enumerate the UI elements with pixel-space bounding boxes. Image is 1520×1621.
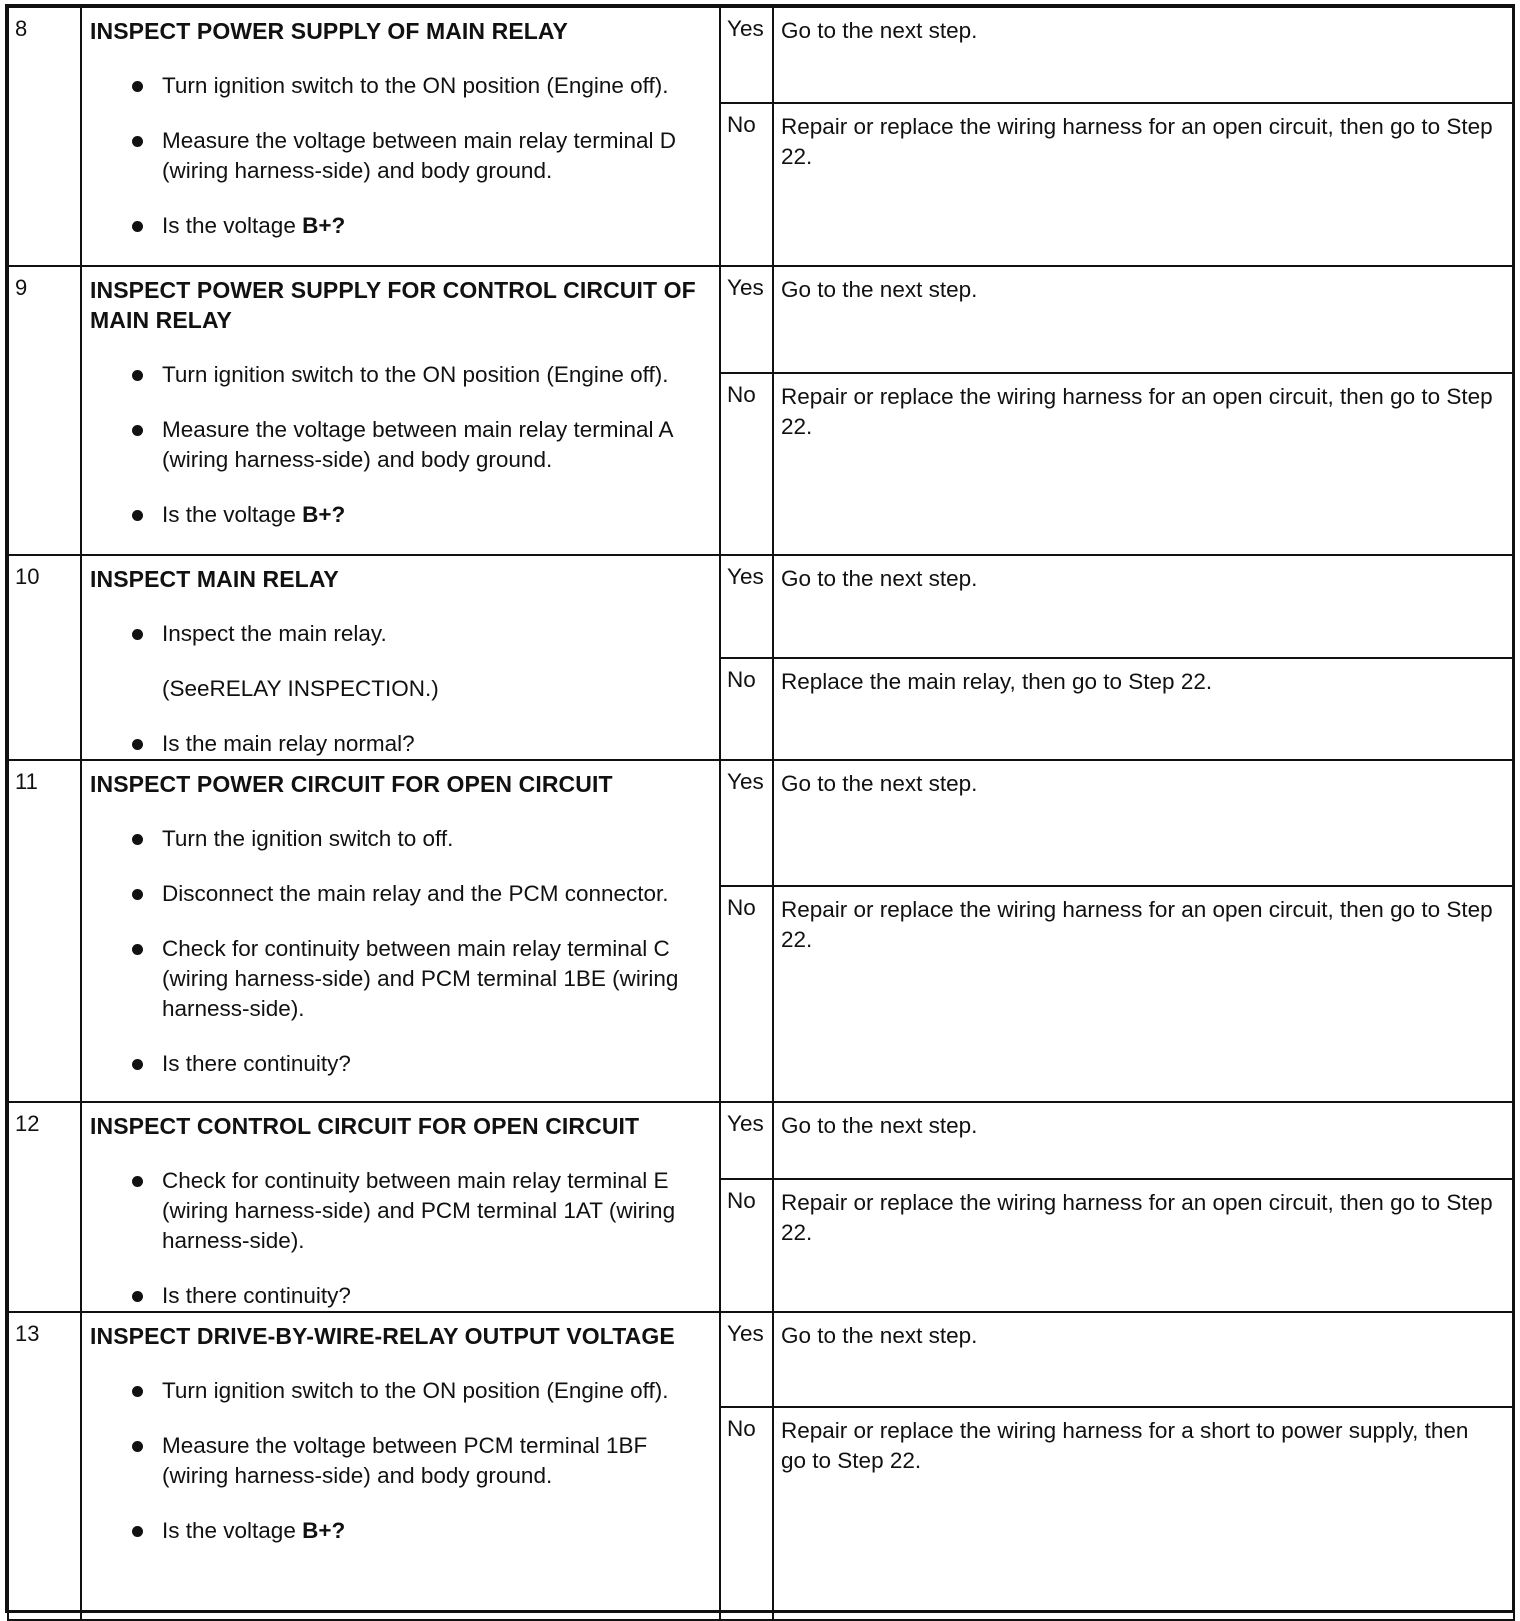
step-description [81,266,720,555]
table-row [8,7,1514,103]
step-description [81,1102,720,1312]
action-text: (SeeRELAY INSPECTION.) [162,676,439,701]
no-label: No [720,886,773,1102]
action-item [82,1431,719,1491]
action-text: Is there continuity? [162,1283,351,1308]
action-text: Turn ignition switch to the ON position (Engine off). [162,362,669,387]
action-item [82,729,719,759]
no-label: No [720,373,773,555]
action-text: Is the voltage [162,213,303,238]
step-number: 10 [8,555,81,760]
action-text: Check for continuity between main relay terminal C (wiring harness-side) and PCM terminal 1BE (wiring harness-side). [162,936,679,1021]
action-text: Measure the voltage between main relay terminal A (wiring harness-side) and body ground. [162,417,673,472]
action-text: Is the voltage [162,502,303,527]
action-text: Is the main relay normal? [162,731,415,756]
action-text: Is there continuity? [162,1051,351,1076]
yes-action: Go to the next step. [773,7,1514,103]
step-number: 11 [8,760,81,1102]
yes-action: Go to the next step. [773,1312,1514,1407]
yes-label: Yes [720,1312,773,1407]
action-text: Measure the voltage between PCM terminal 1BF (wiring harness-side) and body ground. [162,1433,648,1488]
action-text: Turn ignition switch to the ON position (Engine off). [162,73,669,98]
no-action: Repair or replace the wiring harness for an open circuit, then go to Step 22. [773,1179,1514,1312]
action-text: Disconnect the main relay and the PCM connector. [162,881,669,906]
step-number: 9 [8,266,81,555]
action-list [82,1166,719,1311]
step-title: INSPECT POWER SUPPLY FOR CONTROL CIRCUIT OF MAIN RELAY [90,277,696,333]
action-item [82,1376,719,1406]
action-list [82,824,719,1079]
step-title: INSPECT DRIVE-BY-WIRE-RELAY OUTPUT VOLTAGE [90,1323,675,1349]
yes-label: Yes [720,266,773,373]
yes-label: Yes [720,555,773,658]
action-item [82,1166,719,1256]
action-item [82,500,719,530]
table-row [8,266,1514,373]
action-item [82,126,719,186]
yes-label: Yes [720,1102,773,1179]
yes-action: Go to the next step. [773,1102,1514,1179]
table-row [8,1312,1514,1407]
action-list [82,1376,719,1546]
yes-label: Yes [720,760,773,886]
action-emphasis: B+? [302,502,346,527]
step-number: 13 [8,1312,81,1620]
action-text: Is the voltage [162,1518,303,1543]
diagnostic-procedure-table [7,6,1515,1621]
action-item [82,1049,719,1079]
no-action: Repair or replace the wiring harness for an open circuit, then go to Step 22. [773,886,1514,1102]
step-description [81,760,720,1102]
yes-label: Yes [720,7,773,103]
step-title: INSPECT MAIN RELAY [90,566,339,592]
table-row [8,1102,1514,1179]
yes-action: Go to the next step. [773,555,1514,658]
action-text: Inspect the main relay. [162,621,387,646]
no-action: Repair or replace the wiring harness for an open circuit, then go to Step 22. [773,103,1514,266]
reference-note [82,674,719,704]
no-action: Repair or replace the wiring harness for an open circuit, then go to Step 22. [773,373,1514,555]
action-item [82,824,719,854]
action-emphasis: B+? [302,1518,346,1543]
action-text: Measure the voltage between main relay terminal D (wiring harness-side) and body ground. [162,128,677,183]
table-row [8,760,1514,886]
action-item [82,415,719,475]
step-description [81,555,720,760]
yes-action: Go to the next step. [773,760,1514,886]
no-action: Replace the main relay, then go to Step 22. [773,658,1514,760]
action-list [82,360,719,530]
step-title: INSPECT CONTROL CIRCUIT FOR OPEN CIRCUIT [90,1113,640,1139]
action-item [82,71,719,101]
action-emphasis: B+? [302,213,346,238]
step-title: INSPECT POWER SUPPLY OF MAIN RELAY [90,18,568,44]
step-description [81,1312,720,1620]
action-item [82,211,719,241]
yes-action: Go to the next step. [773,266,1514,373]
action-text: Turn the ignition switch to off. [162,826,454,851]
action-item [82,934,719,1024]
step-description [81,7,720,266]
action-list [82,71,719,241]
table-body [8,7,1514,1620]
step-number: 12 [8,1102,81,1312]
step-title: INSPECT POWER CIRCUIT FOR OPEN CIRCUIT [90,771,613,797]
action-text: Turn ignition switch to the ON position (Engine off). [162,1378,669,1403]
no-label: No [720,1179,773,1312]
table-row [8,555,1514,658]
action-list [82,619,719,759]
action-item [82,1281,719,1311]
no-label: No [720,103,773,266]
action-item [82,619,719,649]
no-label: No [720,1407,773,1620]
no-label: No [720,658,773,760]
no-action: Repair or replace the wiring harness for a short to power supply, then go to Step 22. [773,1407,1514,1620]
action-item [82,879,719,909]
step-number: 8 [8,7,81,266]
action-text: Check for continuity between main relay terminal E (wiring harness-side) and PCM terminal 1AT (wiring harness-side). [162,1168,676,1253]
action-item [82,1516,719,1546]
action-item [82,360,719,390]
